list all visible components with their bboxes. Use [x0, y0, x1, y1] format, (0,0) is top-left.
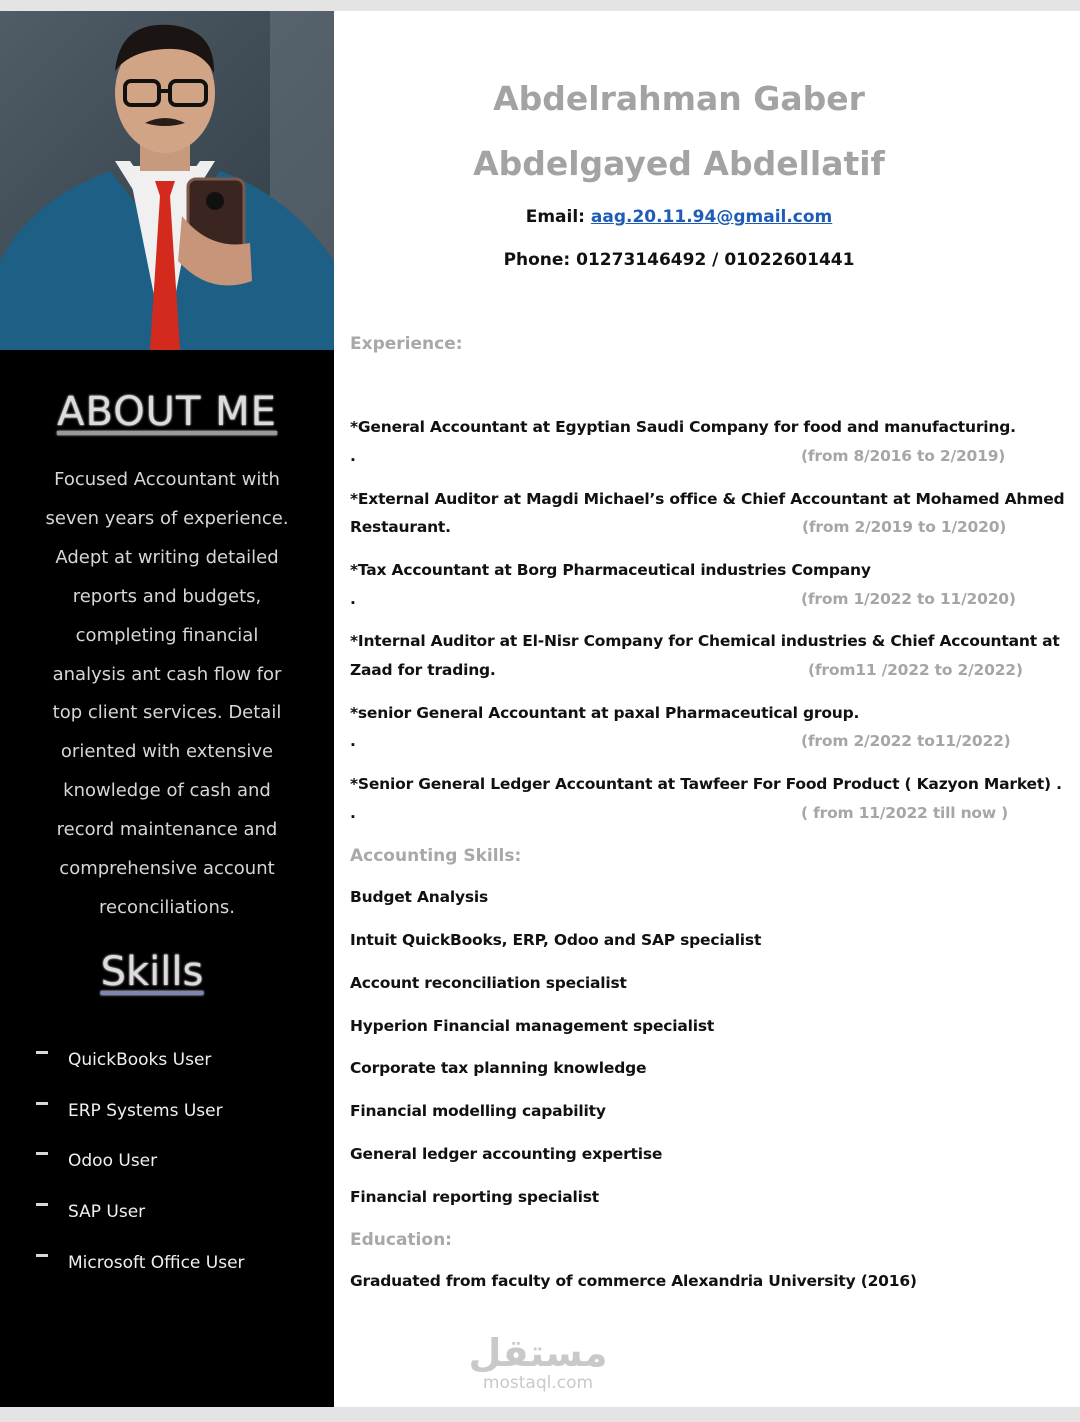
resume-page: [0, 11, 1080, 1407]
skills-heading: Skills: [100, 949, 204, 995]
email-row: [334, 207, 1024, 227]
skill-item: [36, 1047, 326, 1098]
accounting-skill-item: Account reconciliation specialist: [350, 974, 627, 992]
watermark-latin: mostaql.com: [482, 1373, 594, 1393]
experience-date: (from 8/2016 to 2/2019): [801, 447, 1006, 465]
skill-label: ERP Systems User: [68, 1100, 223, 1121]
experience-title: *General Accountant at Egyptian Saudi Company for food and manufacturing.: [350, 418, 1016, 436]
skill-item: [36, 1199, 326, 1250]
left-sidebar: [0, 11, 334, 1407]
accounting-skill-item: Corporate tax planning knowledge: [350, 1059, 647, 1077]
experience-continuation: .: [350, 590, 356, 608]
phone-row: Phone: 01273146492 / 01022601441: [503, 250, 855, 270]
about-line: comprehensive account: [59, 858, 275, 880]
skills-list: [36, 1047, 326, 1300]
experience-title: *External Auditor at Magdi Michael’s office & Chief Accountant at Mohamed Ahmed: [350, 490, 1065, 508]
about-line: oriented with extensive: [60, 741, 274, 763]
about-line: analysis ant cash flow for: [52, 663, 282, 685]
skill-item: [36, 1250, 326, 1301]
experience-title: *Senior General Ledger Accountant at Tawfeer For Food Product ( Kazyon Market) .: [350, 775, 1062, 793]
profile-photo: [0, 11, 334, 350]
experience-continuation: .: [350, 732, 356, 750]
experience-heading: Experience:: [350, 334, 463, 354]
about-me-heading: ABOUT ME: [57, 389, 277, 435]
education-text: Graduated from faculty of commerce Alexandria University (2016): [350, 1272, 917, 1290]
experience-date: ( from 11/2022 till now ): [801, 804, 1009, 822]
dash-bullet-icon: [36, 1254, 48, 1257]
skill-item: [36, 1098, 326, 1149]
about-line: reconciliations.: [99, 896, 235, 918]
accounting-skill-item: General ledger accounting expertise: [350, 1145, 663, 1163]
about-line: seven years of experience.: [45, 507, 289, 529]
accounting-skill-item: Financial modelling capability: [350, 1102, 606, 1120]
experience-date: (from 2/2019 to 1/2020): [802, 518, 1007, 536]
about-line: Focused Accountant with: [54, 469, 280, 490]
experience-continuation: .: [350, 804, 356, 822]
dash-bullet-icon: [36, 1102, 48, 1105]
accounting-skill-item: Financial reporting specialist: [350, 1188, 599, 1206]
experience-continuation: .: [350, 447, 356, 465]
profile-photo-illustration: [0, 11, 334, 350]
about-line: Adept at writing detailed: [55, 546, 279, 568]
name-line-2: Abdelgayed Abdellatif: [473, 144, 885, 183]
watermark-arabic: مستقل: [468, 1331, 608, 1375]
about-line: completing financial: [75, 624, 259, 646]
about-line: top client services. Detail: [52, 702, 282, 724]
email-label: Email:: [525, 207, 591, 227]
experience-title: *Internal Auditor at El-Nisr Company for Chemical industries & Chief Accountant at: [350, 632, 1060, 650]
accounting-skill-item: Hyperion Financial management specialist: [350, 1017, 715, 1035]
dash-bullet-icon: [36, 1051, 48, 1054]
about-line: record maintenance and: [56, 819, 278, 841]
accounting-skills-heading: Accounting Skills:: [350, 846, 522, 866]
education-heading: Education:: [350, 1230, 452, 1250]
dash-bullet-icon: [36, 1203, 48, 1206]
about-me-text: [30, 461, 304, 928]
experience-continuation: Zaad for trading.: [350, 661, 496, 679]
experience-continuation: Restaurant.: [350, 518, 451, 536]
name-line-1: Abdelrahman Gaber: [493, 79, 865, 118]
email-link[interactable]: aag.20.11.94@gmail.com: [590, 207, 833, 227]
skill-label: Odoo User: [68, 1151, 158, 1172]
about-line: reports and budgets,: [72, 585, 262, 607]
experience-title: *senior General Accountant at paxal Pharmaceutical group.: [350, 704, 860, 722]
accounting-skill-item: Budget Analysis: [350, 888, 489, 906]
skill-item: [36, 1148, 326, 1199]
about-line: knowledge of cash and: [63, 780, 271, 802]
experience-date: (from11 /2022 to 2/2022): [808, 661, 1023, 679]
experience-title: *Tax Accountant at Borg Pharmaceutical industries Company: [350, 561, 871, 579]
mostaql-watermark: [468, 1331, 608, 1394]
skill-label: SAP User: [68, 1202, 146, 1223]
skill-label: QuickBooks User: [68, 1050, 212, 1070]
accounting-skill-item: Intuit QuickBooks, ERP, Odoo and SAP specialist: [350, 931, 762, 949]
skill-label: Microsoft Office User: [68, 1252, 245, 1273]
experience-date: (from 1/2022 to 11/2020): [801, 590, 1016, 608]
dash-bullet-icon: [36, 1152, 48, 1155]
experience-date: (from 2/2022 to11/2022): [801, 732, 1011, 750]
